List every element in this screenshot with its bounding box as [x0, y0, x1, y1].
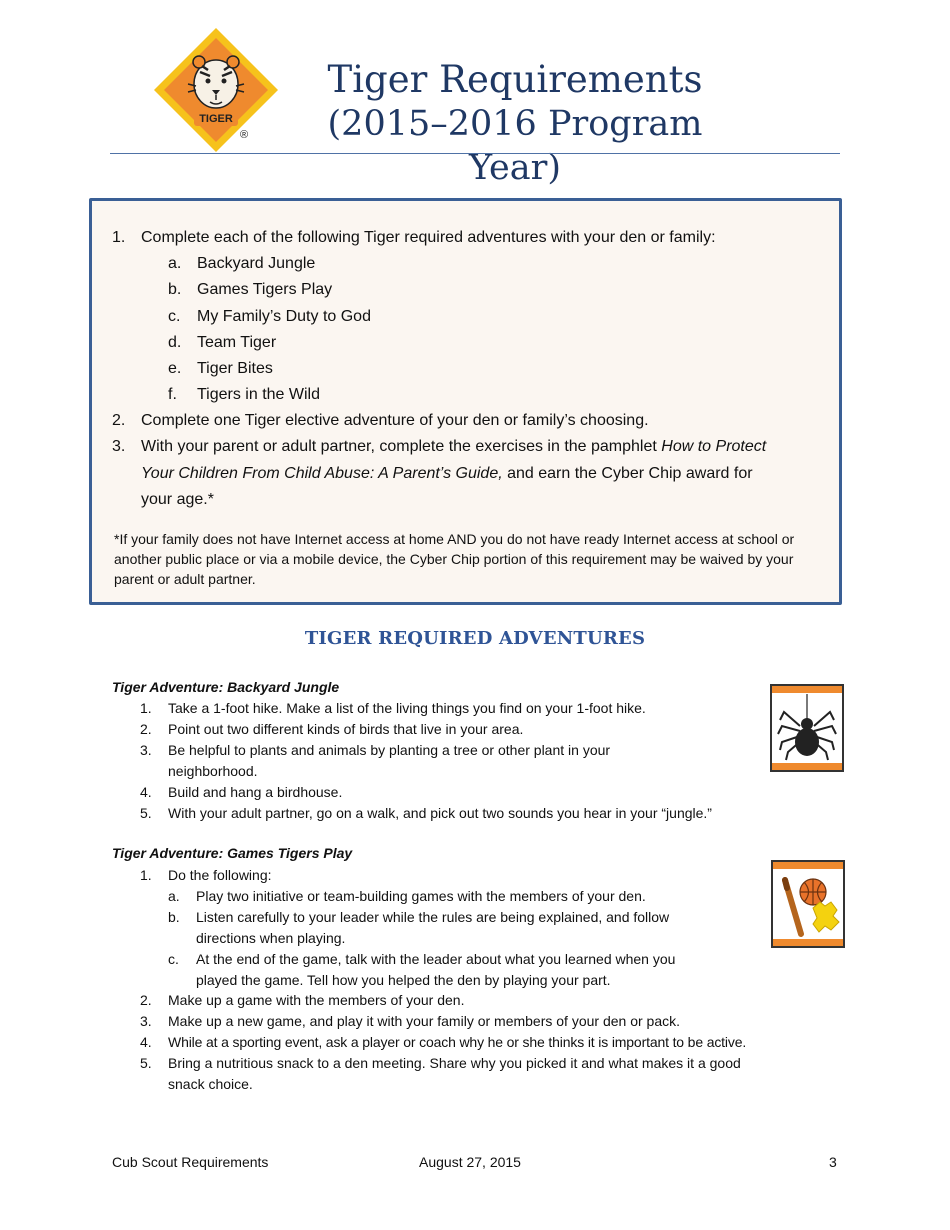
- list-item: While at a sporting event, ask a player or coach why he or she thinks it is important to be active.: [168, 1034, 747, 1050]
- list-number: 5.: [140, 805, 152, 821]
- title-line-1: Tiger Requirements: [327, 58, 703, 101]
- list-item: Point out two different kinds of birds that live in your area.: [168, 721, 524, 737]
- section-heading: TIGER REQUIRED ADVENTURES: [304, 628, 646, 649]
- list-item-continuation: directions when playing.: [196, 930, 346, 946]
- list-item: Take a 1-foot hike. Make a list of the living things you find on your 1-foot hike.: [168, 700, 646, 716]
- list-letter: a.: [168, 888, 180, 904]
- list-letter: b.: [168, 909, 180, 925]
- list-item-continuation: played the game. Tell how you helped the den by playing your part.: [196, 972, 611, 988]
- list-number: 4.: [140, 784, 152, 800]
- list-number: 2.: [140, 721, 152, 737]
- list-item: At the end of the game, talk with the leader about what you learned when you: [196, 951, 676, 967]
- title-line-2: (2015–2016 Program Year): [327, 104, 703, 188]
- list-item: With your adult partner, go on a walk, and pick out two sounds you hear in your “jungle.”: [168, 805, 712, 821]
- list-number: 1.: [140, 700, 152, 716]
- list-item: Do the following:: [168, 867, 272, 883]
- list-number: 3.: [140, 1013, 152, 1029]
- requirement-3-line-2: Your Children From Child Abuse: A Parent’s Guide, and earn the Cyber Chip award for: [141, 465, 753, 482]
- list-item: Make up a game with the members of your den.: [168, 992, 465, 1008]
- footer-date: August 27, 2015: [419, 1154, 521, 1170]
- adventure-title-games-tigers-play: Tiger Adventure: Games Tigers Play: [112, 845, 353, 861]
- list-item: Be helpful to plants and animals by planting a tree or other plant in your: [168, 742, 611, 758]
- page-number: 3: [829, 1154, 837, 1170]
- list-number: 1.: [140, 867, 152, 883]
- list-item: Listen carefully to your leader while the rules are being explained, and follow: [196, 909, 670, 925]
- spider-icon: [770, 684, 844, 772]
- tiger-logo: [152, 26, 280, 154]
- list-number: 3.: [140, 742, 152, 758]
- adventure-title-backyard-jungle: Tiger Adventure: Backyard Jungle: [112, 679, 340, 695]
- header-divider: [110, 153, 840, 154]
- cyber-chip-note: *If your family does not have Internet access at home AND you do not have ready Internet access at school or another public place or via a mobile device, the Cyber Chip portion of this requirement may be waived by your parent or adult partner.: [114, 531, 795, 587]
- list-number: 4.: [140, 1034, 152, 1050]
- list-item: Bring a nutritious snack to a den meeting. Share why you picked it and what makes it a good: [168, 1055, 741, 1071]
- page-title: [280, 58, 750, 190]
- footer-document-title: Cub Scout Requirements: [112, 1154, 269, 1170]
- requirement-3-line-3: your age.*: [141, 491, 214, 508]
- list-item: Make up a new game, and play it with your family or members of your den or pack.: [168, 1013, 681, 1029]
- logo-text: TIGER: [199, 113, 233, 125]
- list-number: 2.: [140, 992, 152, 1008]
- registered-mark: ®: [239, 129, 249, 141]
- list-number: 5.: [140, 1055, 152, 1071]
- list-item-continuation: snack choice.: [168, 1076, 253, 1092]
- list-item: Play two initiative or team-building games with the members of your den.: [196, 888, 646, 904]
- list-item: Build and hang a birdhouse.: [168, 784, 343, 800]
- sports-games-icon: [771, 860, 845, 948]
- list-item-continuation: neighborhood.: [168, 763, 258, 779]
- requirements-box: 1. Complete each of the following Tiger required adventures with your den or family: a. Backyard Jungle b. Games Tigers Play c. My Family’s Duty to God d. Team Tiger e. Tiger Bites f. Tigers in the Wild 2. Complete one Tiger elective adventure of your den or family’s choosing. 3. With your parent or adult partner, complete the exercises in the pamphlet How to Protect Your Children From Child Abuse: A Parent’s Guide, and earn the Cyber Chip award for your age.* *If your family does not have Internet access at home AND you do not have ready Internet access at school or another public place or via a mobile device, the Cyber Chip portion of this requirement may be waived by your parent or adult partner.: [89, 198, 842, 605]
- list-letter: c.: [168, 951, 179, 967]
